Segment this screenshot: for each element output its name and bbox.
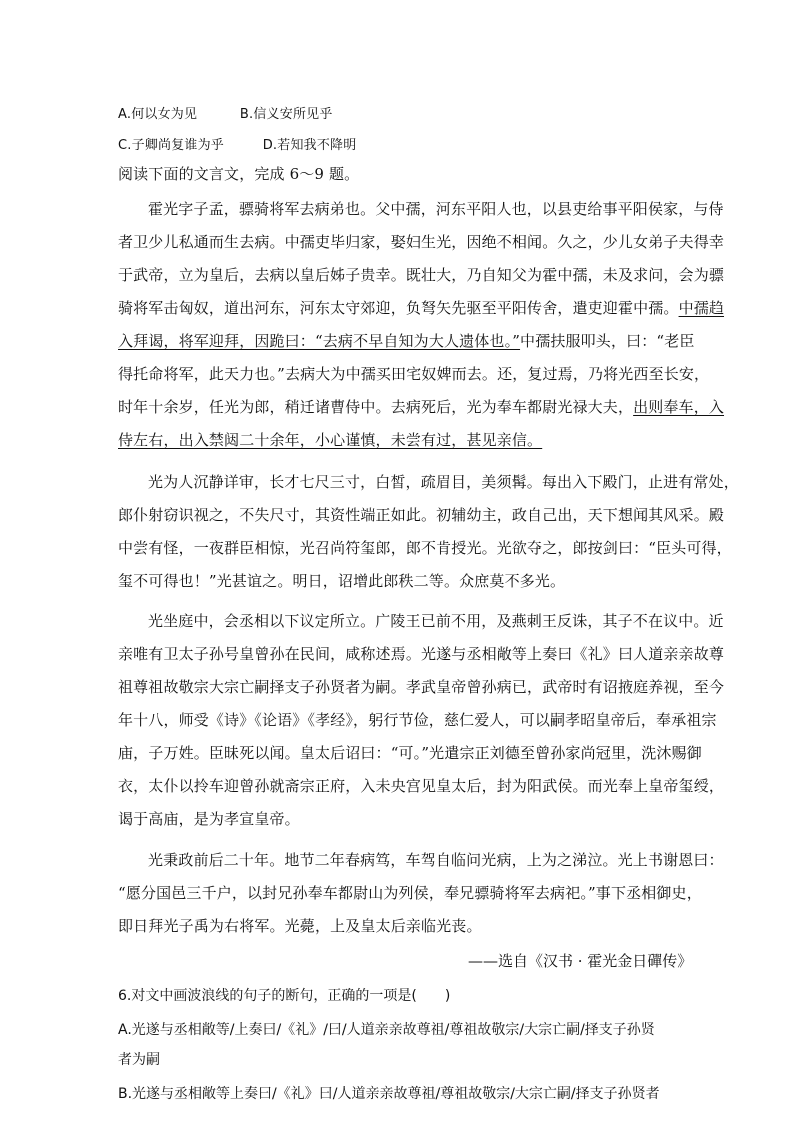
p4-line-3: 即日拜光子禹为右将军。光薨，上及皇太后亲临光丧。 [118,917,482,935]
source-citation: ——选自《汉书 · 霍光金日磾传》 [468,952,693,970]
p3-line-6: 衣，太仆以拎车迎曾孙就斋宗正府，入未央宫见皇太后，封为阳武侯。而光奉上皇帝玺绶， [118,777,725,795]
underlined-sentence-1b: 入拜谒，将军迎拜，因跪曰：“去病不早自知为大人遗体也。” [118,332,521,350]
p3-line-2: 亲唯有卫太子孙号皇曾孙在民间，咸称述焉。光遂与丞相敞等上奏曰《礼》曰人道亲亲故尊 [118,645,725,663]
p1-line-7-text: 时年十余岁，任光为郎，稍迁诸曹侍中。去病死后，光为奉车都尉光禄大夫， [118,398,634,416]
p3-line-1: 光坐庭中，会丞相以下议定所立。广陵王已前不用，及燕刺王反诛，其子不在议中。近 [148,612,724,630]
p1-line-7 [118,396,725,417]
p3-line-7: 谒于高庙，是为孝宣皇帝。 [118,810,300,828]
p1-line-5-text: 中孺扶服叩头，曰：“老臣 [520,332,695,350]
p1-line-6: 得托命将军，此天力也。”去病大为中孺买田宅奴婢而去。还，复过焉，乃将光西至长安， [118,365,710,383]
question-6-stem: 6.对文中画波浪线的句子的断句，正确的一项是( ) [118,988,451,1004]
p1-line-8 [118,429,678,450]
p1-line-3: 于武帝，立为皇后，去病以皇后姊子贵幸。既壮大，乃自知父为霍中孺，未及求问，会为骠 [118,266,725,284]
p2-line-2: 郎仆射窃识视之，不失尺寸，其资性端正如此。初辅幼主，政自己出，天下想闻其风采。殿 [118,506,725,524]
question-6-option-b-line-1: B.光遂与丞相敞等上奏曰/《礼》曰/人道亲亲故尊祖/尊祖故敬宗/大宗亡嗣/择支子孙贤者 [118,1086,660,1102]
option-b: B.信义安所见乎 [239,107,333,122]
underlined-sentence-2a: 出则奉车，入 [633,398,725,416]
question-6-option-a-line-2: 者为嗣 [118,1052,160,1068]
p1-line-4-text: 骑将军击匈奴，道出河东，河东太守郊迎，负弩矢先驱至平阳传舍，遣吏迎霍中孺。 [118,299,679,317]
p4-line-1: 光秉政前后二十年。地节二年春病笃，车驾自临问光病，上为之涕泣。光上书谢恩曰： [148,851,724,869]
p3-line-3: 祖尊祖故敬宗大宗亡嗣择支子孙贤者为嗣。孝武皇帝曾孙病已，武帝时有诏掖庭养视，至今 [118,678,725,696]
p1-line-2: 者卫少儿私通而生去病。中孺吏毕归家，娶妇生光，因绝不相闻。久之，少儿女弟子夫得幸 [118,233,725,251]
p3-line-4: 年十八，师受《诗》《论语》《孝经》，躬行节俭，慈仁爱人，可以嗣孝昭皇帝后，奉承祖宗 [118,711,717,729]
option-row-ab [118,103,333,122]
p2-line-3: 中尝有怪，一夜群臣相惊，光召尚符玺郎，郎不肯授光。光欲夺之，郎按剑曰：“臣头可得， [118,539,732,557]
p2-line-4: 玺不可得也！”光甚谊之。明日，诏增此郎秩二等。众庶莫不多光。 [118,572,566,590]
p1-line-5 [118,330,695,351]
question-6-option-a-line-1: A.光遂与丞相敞等/上奏曰/《礼》/曰/人道亲亲故尊祖/尊祖故敬宗/大宗亡嗣/择支子孙贤 [118,1022,655,1038]
underlined-sentence-1a: 中孺趋 [678,299,725,317]
p1-line-1: 霍光字子孟，骠骑将军去病弟也。父中孺，河东平阳人也，以县吏给事平阳侯家，与侍 [148,200,724,218]
underlined-sentence-2b: 侍左右，出入禁闼二十余年，小心谨慎，未尝有过，甚见亲信。 [118,431,543,449]
p2-line-1: 光为人沉静详审，长才七尺三寸，白皙，疏眉目，美须髯。每出入下殿门，止进有常处， [148,473,739,491]
p3-line-5: 庙，子万姓。臣昧死以闻。皇太后诏曰：“可。”光遣宗正刘德至曾孙家尚冠里，洗沐赐御 [118,744,702,762]
option-a: A.何以女为见 [118,107,198,122]
p1-line-4 [118,297,725,318]
option-row-cd [118,134,356,153]
p4-line-2: “愿分国邑三千户，以封兄孙奉车都尉山为列侯，奉兄骠骑将军去病祀。”事下丞相御史， [118,884,702,902]
instruction: 阅读下面的文言文，完成 6～9 题。 [118,165,360,183]
option-d: D.若知我不降明 [262,138,357,153]
option-c: C.子卿尚复谁为乎 [118,138,225,153]
